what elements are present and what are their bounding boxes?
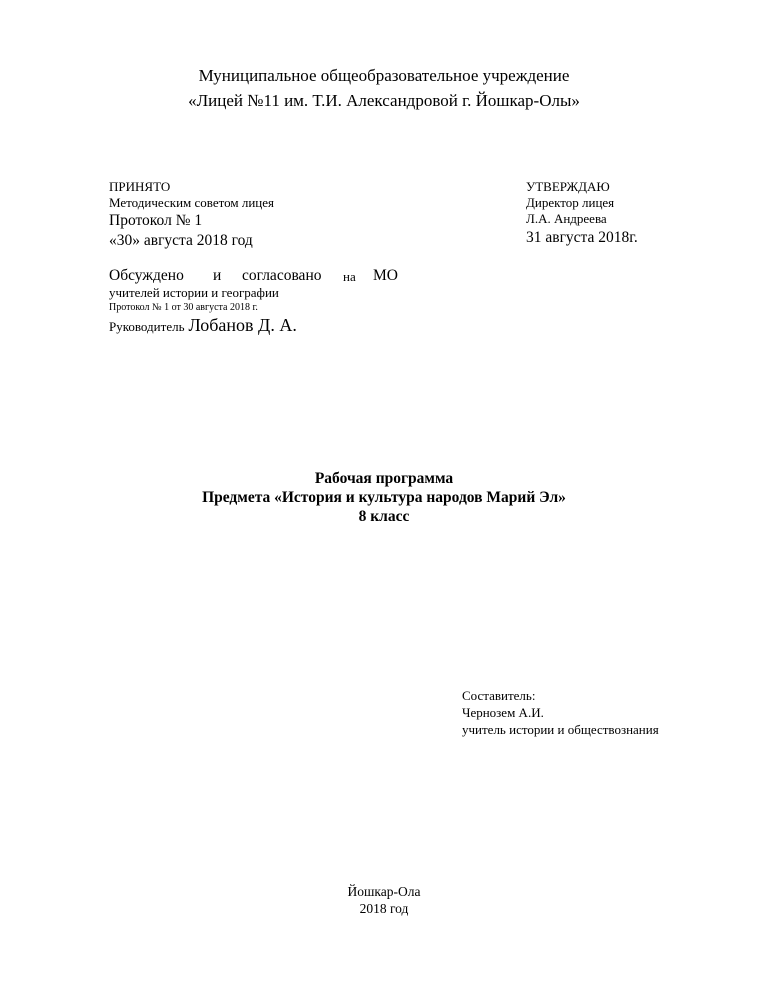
program-title: Рабочая программа bbox=[314, 470, 454, 487]
program-subject: Предмета «История и культура народов Марий Эл» bbox=[202, 489, 566, 506]
accepted-label: ПРИНЯТО bbox=[109, 179, 171, 194]
director-label: Директор лицея bbox=[526, 195, 615, 210]
head-label: Руководитель bbox=[109, 319, 185, 334]
footer-city: Йошкар-Ола bbox=[347, 884, 421, 899]
director-name: Л.А. Андреева bbox=[526, 211, 607, 226]
discussion-protocol: Протокол № 1 от 30 августа 2018 г. bbox=[109, 302, 258, 313]
discussion-word-2: и bbox=[213, 267, 222, 284]
head-name: Лобанов Д. А. bbox=[188, 315, 297, 335]
school-name-line2: «Лицей №11 им. Т.И. Александровой г. Йошкар-Олы» bbox=[188, 91, 580, 110]
discussion-word-3: согласовано bbox=[242, 267, 322, 284]
program-grade: 8 класс bbox=[358, 508, 410, 525]
compiler-role: учитель истории и обществознания bbox=[462, 722, 659, 737]
discussion-word-4: на bbox=[343, 269, 356, 284]
discussion-word-5: МО bbox=[373, 267, 398, 284]
compiler-name: Чернозем А.И. bbox=[462, 705, 544, 720]
approve-label: УТВЕРЖДАЮ bbox=[526, 179, 610, 194]
discussion-head bbox=[109, 316, 297, 335]
accepted-date: «30» августа 2018 год bbox=[109, 232, 253, 249]
compiler-label: Составитель: bbox=[462, 688, 536, 703]
discussion-word-1: Обсуждено bbox=[109, 267, 184, 284]
footer-year: 2018 год bbox=[359, 901, 409, 916]
school-name-line1: Муниципальное общеобразовательное учреждение bbox=[198, 66, 570, 85]
approve-date: 31 августа 2018г. bbox=[526, 229, 638, 246]
council-label: Методическим советом лицея bbox=[109, 195, 275, 210]
protocol-label: Протокол № 1 bbox=[109, 212, 203, 229]
discussion-teachers: учителей истории и географии bbox=[109, 285, 279, 300]
